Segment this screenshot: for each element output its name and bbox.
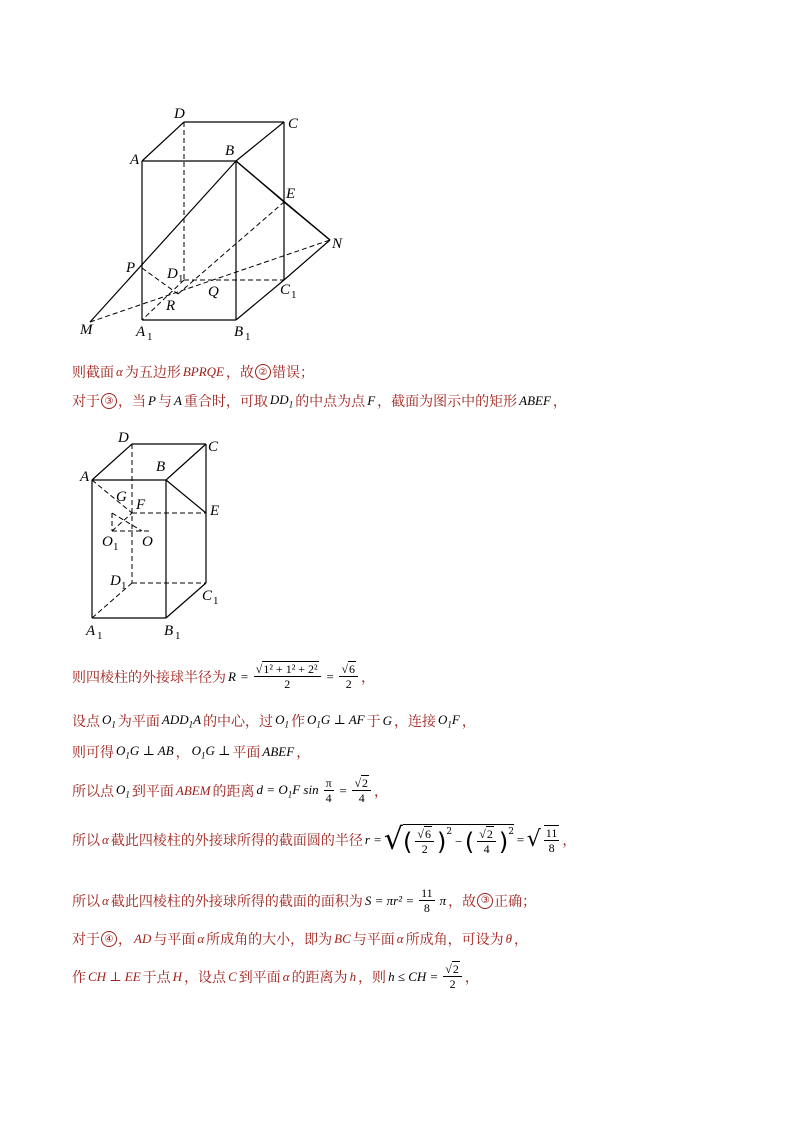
label-D: D (118, 430, 129, 446)
label-C: C (288, 116, 299, 132)
label-F: F (136, 497, 146, 513)
label-G: G (116, 489, 127, 505)
label-R: R (166, 298, 176, 314)
text-line-6: 所以点 $O_1$ 到平面 ABEM 的距离 $d = O_1F$ sin $\frac{\pi}{4}$ = $\frac{√2}{4}$ ， (72, 776, 389, 805)
text-line-1: 则截面 α 为五边形 BPRQE ，故 ② 错误； (72, 364, 314, 381)
label-C1: C (202, 588, 213, 604)
text-line-7: 所以 α 截此四棱柱的外接球所得的截面圆的半径 r = √ ( $\frac{√6}{2}$ ) $^2$ − ( $\frac{√2}{4}$ ) $^2$ = √ $\frac{11}{8}$ ， (72, 822, 577, 857)
label-D1-sub: 1 (121, 580, 127, 592)
text-line-2: 对于 ③ ，当 P 与 A 重合时，可取 $DD_1$ 的中点为点 F ，截面为图示中的矩形 ABEF ， (72, 392, 567, 410)
label-B1: B (234, 324, 244, 340)
figure-2-svg (70, 425, 240, 645)
label-B: B (225, 143, 235, 159)
label-A: A (80, 469, 90, 485)
label-Q: Q (208, 284, 219, 300)
label-O1-sub: 1 (113, 541, 119, 553)
text-line-3: 则四棱柱的外接球半径为 R = $\frac{\text{√1² + 1² + 2²}}{2}$ = $\frac{√6}{2}$ ， (72, 662, 376, 691)
label-M: M (80, 322, 93, 338)
label-C1-sub: 1 (213, 595, 219, 607)
label-D: D (174, 106, 185, 122)
label-O1: O (102, 534, 113, 550)
label-N: N (332, 236, 343, 252)
text-line-9: 对于 ④ ， AD 与平面 α 所成角的大小，即为 BC 与平面 α 所成角，可设为 θ ， (72, 931, 529, 948)
label-C: C (208, 439, 219, 455)
label-O: O (142, 534, 153, 550)
label-A1: A (86, 623, 96, 639)
label-D1: D (167, 266, 178, 282)
figure-1-svg (70, 100, 370, 350)
label-D1: D (110, 573, 121, 589)
label-A1-sub: 1 (97, 630, 103, 642)
label-C1: C (280, 282, 291, 298)
label-P: P (126, 260, 136, 276)
label-A1-sub: 1 (147, 331, 153, 343)
text-line-10: 作 CH ⊥ EE 于点 H ，设点 C 到平面 α 的距离为 h ，则 h ≤ CH = $\frac{√2}{2}$ ， (72, 962, 479, 991)
label-A1: A (136, 324, 146, 340)
figure-1-prism (70, 100, 370, 354)
label-B: B (156, 459, 166, 475)
label-B1-sub: 1 (245, 331, 251, 343)
label-B1: B (164, 623, 174, 639)
text-line-5: 则可得 $O_1G$ ⊥ AB ， $O_1G$ ⊥ 平面 ABEF ， (72, 743, 311, 761)
label-E: E (286, 186, 296, 202)
text-line-8: 所以 α 截此四棱柱的外接球所得的截面的面积为 S = πr² = $\frac{11}{8}$ π ，故 ③ 正确； (72, 886, 537, 915)
label-A: A (130, 152, 140, 168)
figure-2-prism (70, 425, 240, 649)
label-B1-sub: 1 (175, 630, 181, 642)
label-D1-sub: 1 (178, 273, 184, 285)
label-E: E (210, 503, 220, 519)
text-line-4: 设点 $O_1$ 为平面 $ADD_1A$ 的中心，过 $O_1$ 作 $O_1G$ ⊥ AF 于 G ，连接 $O_1F$ ， (72, 712, 476, 730)
label-C1-sub: 1 (291, 289, 297, 301)
